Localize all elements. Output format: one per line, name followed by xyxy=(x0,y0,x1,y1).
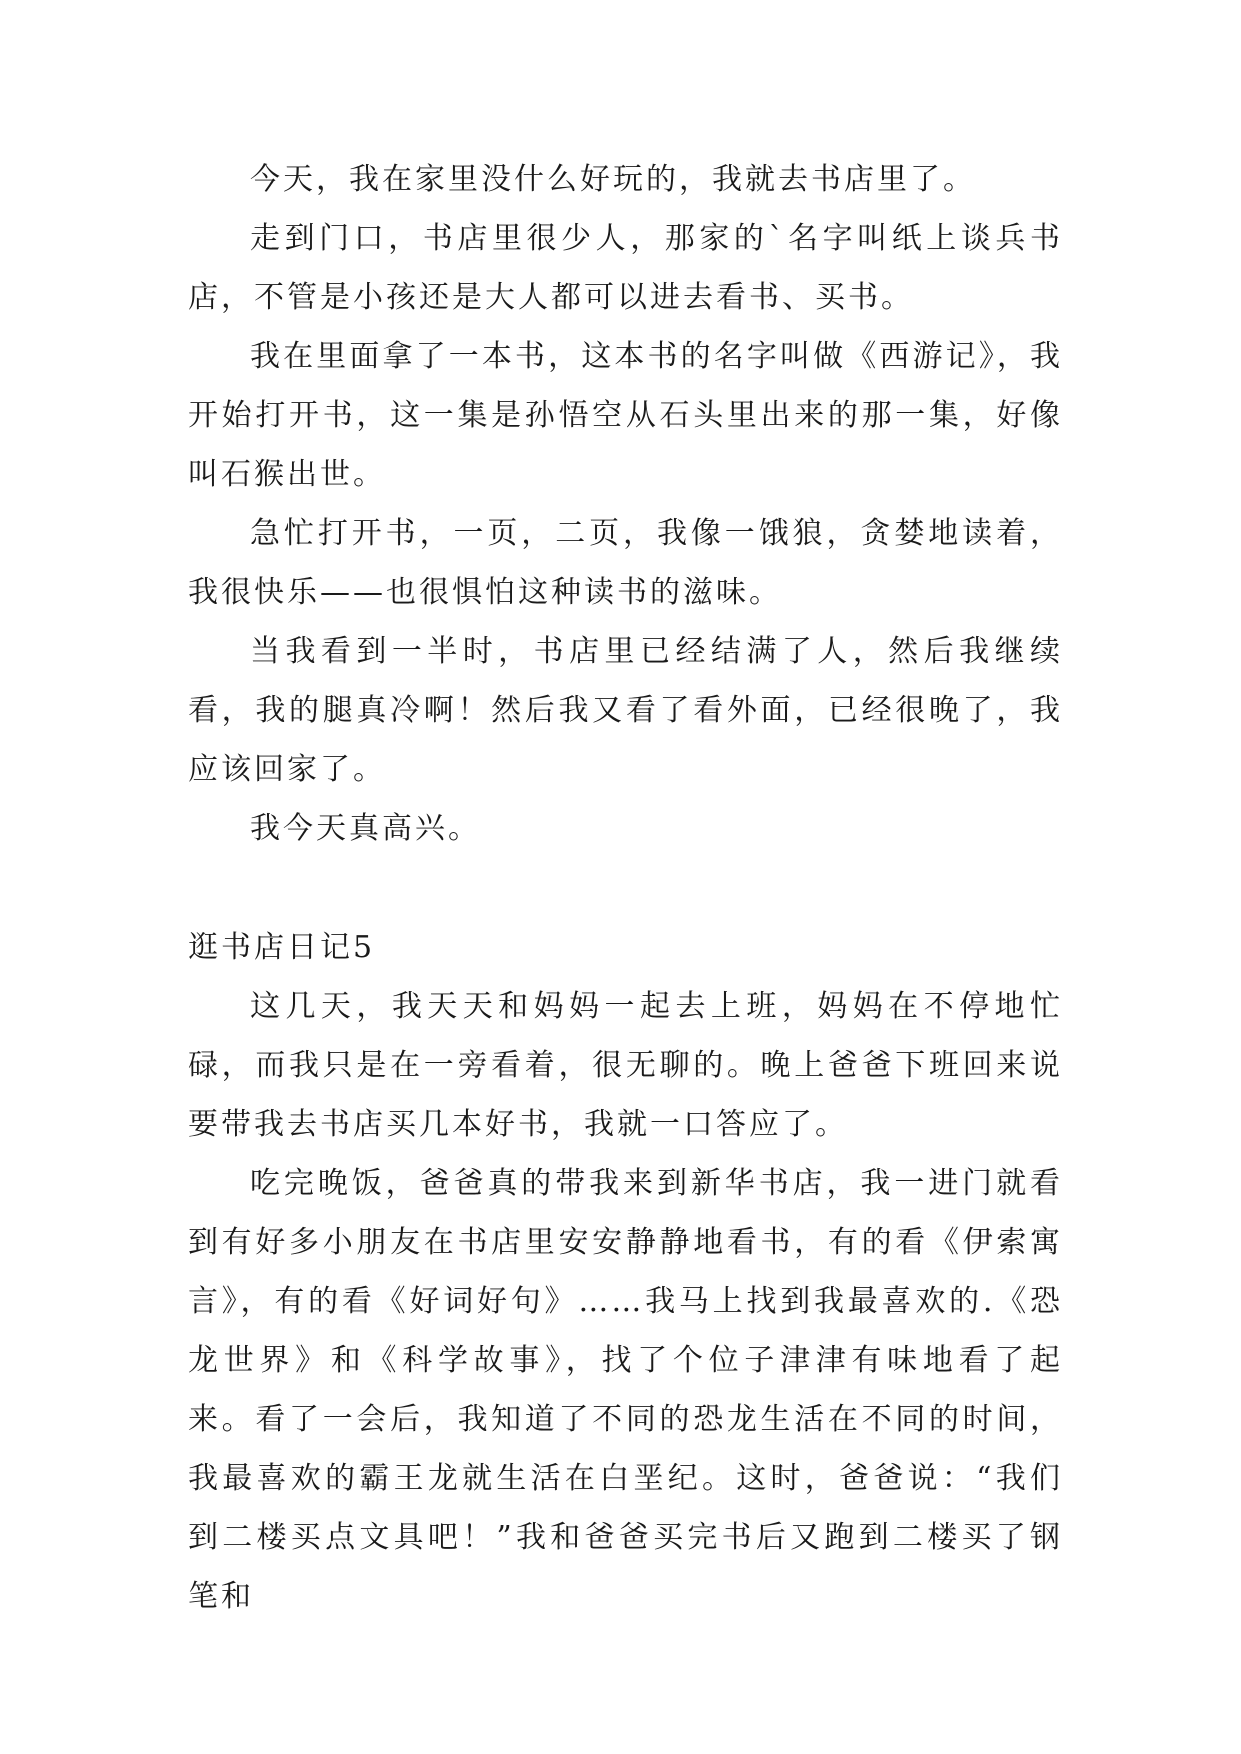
section-title: 逛书店日记5 xyxy=(188,930,376,965)
document-body xyxy=(188,150,1063,1626)
paragraph: 我在里面拿了一本书，这本书的名字叫做《西游记》，我开始打开书，这一集是孙悟空从石头里出来的那一集，好像叫石猴出世。 xyxy=(188,339,1063,492)
paragraph: 走到门口，书店里很少人，那家的`名字叫纸上谈兵书店，不管是小孩还是大人都可以进去看书、买书。 xyxy=(188,221,1063,315)
section-spacer xyxy=(188,858,1063,918)
paragraph: 急忙打开书，一页，二页，我像一饿狼，贪婪地读着，我很快乐——也很惧怕这种读书的滋味。 xyxy=(188,516,1063,610)
paragraph: 这几天，我天天和妈妈一起去上班，妈妈在不停地忙碌，而我只是在一旁看着，很无聊的。晚上爸爸下班回来说要带我去书店买几本好书，我就一口答应了。 xyxy=(188,989,1063,1142)
paragraph: 当我看到一半时，书店里已经结满了人，然后我继续看，我的腿真冷啊！然后我又看了看外面，已经很晚了，我应该回家了。 xyxy=(188,634,1063,787)
paragraph: 吃完晚饭，爸爸真的带我来到新华书店，我一进门就看到有好多小朋友在书店里安安静静地看书，有的看《伊索寓言》，有的看《好词好句》……我马上找到我最喜欢的.《恐龙世界》和《科学故事》，找了个位子津津有味地看了起来。看了一会后，我知道了不同的恐龙生活在不同的时间，我最喜欢的霸王龙就生活在白垩纪。这时，爸爸说：“我们到二楼买点文具吧！”我和爸爸买完书后又跑到二楼买了钢笔和 xyxy=(188,1166,1063,1614)
paragraph: 我今天真高兴。 xyxy=(250,811,481,846)
paragraph: 今天，我在家里没什么好玩的，我就去书店里了。 xyxy=(250,162,976,197)
